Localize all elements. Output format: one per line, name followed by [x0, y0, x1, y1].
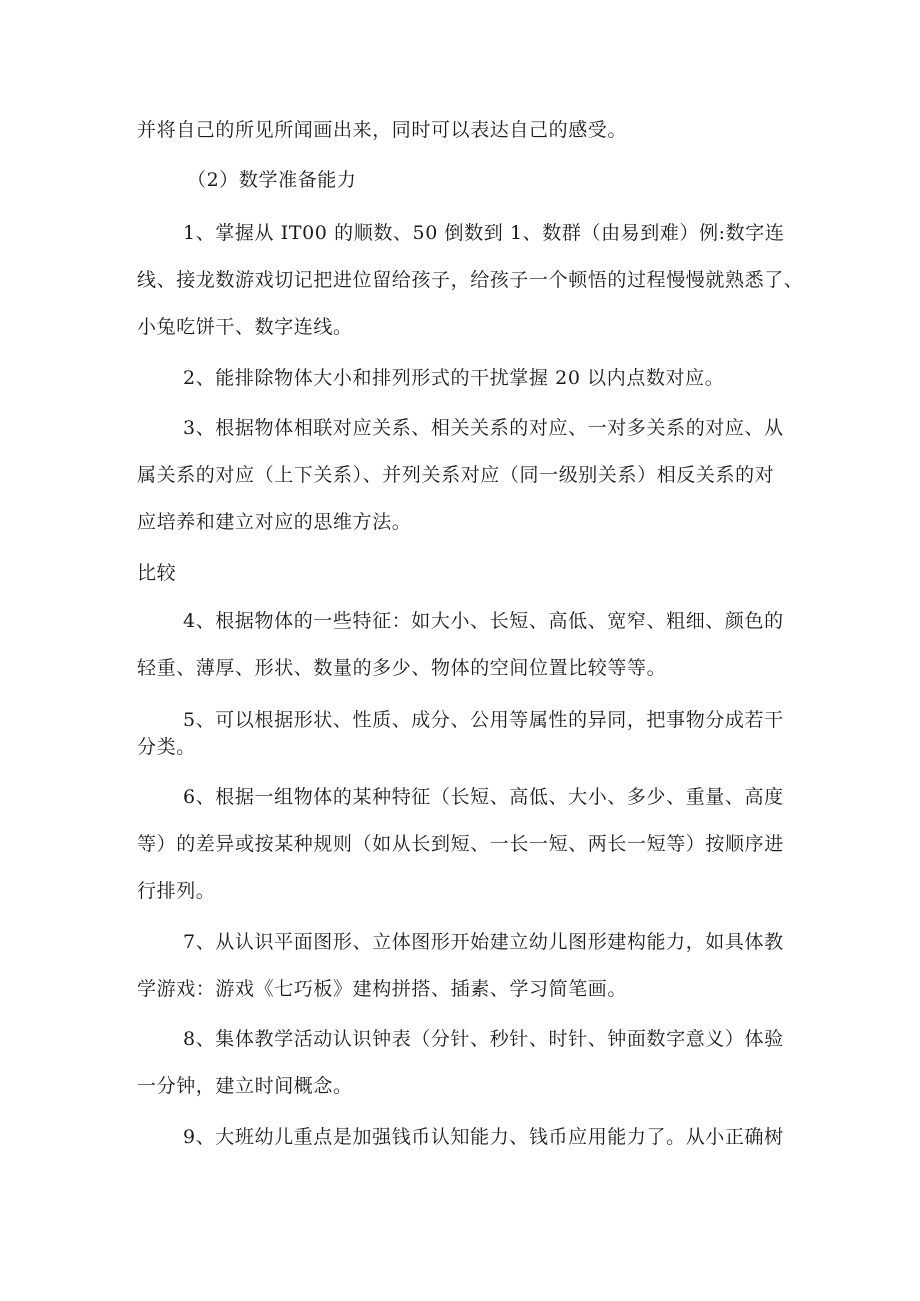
text-line: 5、可以根据形状、性质、成分、公用等属性的异同，把事物分成若干	[183, 709, 784, 731]
text-line: 4、根据物体的一些特征：如大小、长短、高低、宽窄、粗细、颜色的	[183, 610, 784, 632]
text-line: 分类。	[137, 736, 196, 758]
text-line: 应培养和建立对应的思维方法。	[137, 511, 412, 533]
text-line: 6、根据一组物体的某种特征（长短、高低、大小、多少、重量、高度	[183, 786, 784, 808]
text-line: 线、接龙数游戏切记把进位留给孩子，给孩子一个顿悟的过程慢慢就熟悉了、	[137, 269, 804, 291]
text-line: 属关系的对应（上下关系）、并列关系对应（同一级别关系）相反关系的对	[137, 464, 775, 486]
text-line: 学游戏：游戏《七巧板》建构拼搭、插素、学习简笔画。	[137, 978, 628, 1000]
text-line: 等）的差异或按某种规则（如从长到短、一长一短、两长一短等）按顺序进	[137, 833, 784, 855]
text-line: 3、根据物体相联对应关系、相关关系的对应、一对多关系的对应、从	[183, 417, 784, 439]
text-line: 2、能排除物体大小和排列形式的干扰掌握 20 以内点数对应。	[183, 367, 725, 389]
subheading: 比较	[137, 562, 177, 584]
text-line: 小兔吃饼干、数字连线。	[137, 316, 353, 338]
section-heading: （2）数学准备能力	[187, 169, 357, 191]
text-line: 8、集体教学活动认识钟表（分针、秒针、时针、钟面数字意义）体验	[183, 1028, 784, 1050]
text-line: 一分钟，建立时间概念。	[137, 1075, 353, 1097]
text-line: 7、从认识平面图形、立体图形开始建立幼儿图形建构能力，如具体教	[183, 931, 784, 953]
text-line: 1、掌握从 IT00 的顺数、50 倒数到 1、数群（由易到难）例:数字连	[183, 222, 785, 244]
text-line: 轻重、薄厚、形状、数量的多少、物体的空间位置比较等等。	[137, 657, 667, 679]
text-line: 行排列。	[137, 880, 216, 902]
text-line: 并将自己的所见所闻画出来，同时可以表达自己的感受。	[137, 119, 628, 141]
text-line: 9、大班幼儿重点是加强钱币认知能力、钱币应用能力了。从小正确树	[183, 1126, 784, 1148]
